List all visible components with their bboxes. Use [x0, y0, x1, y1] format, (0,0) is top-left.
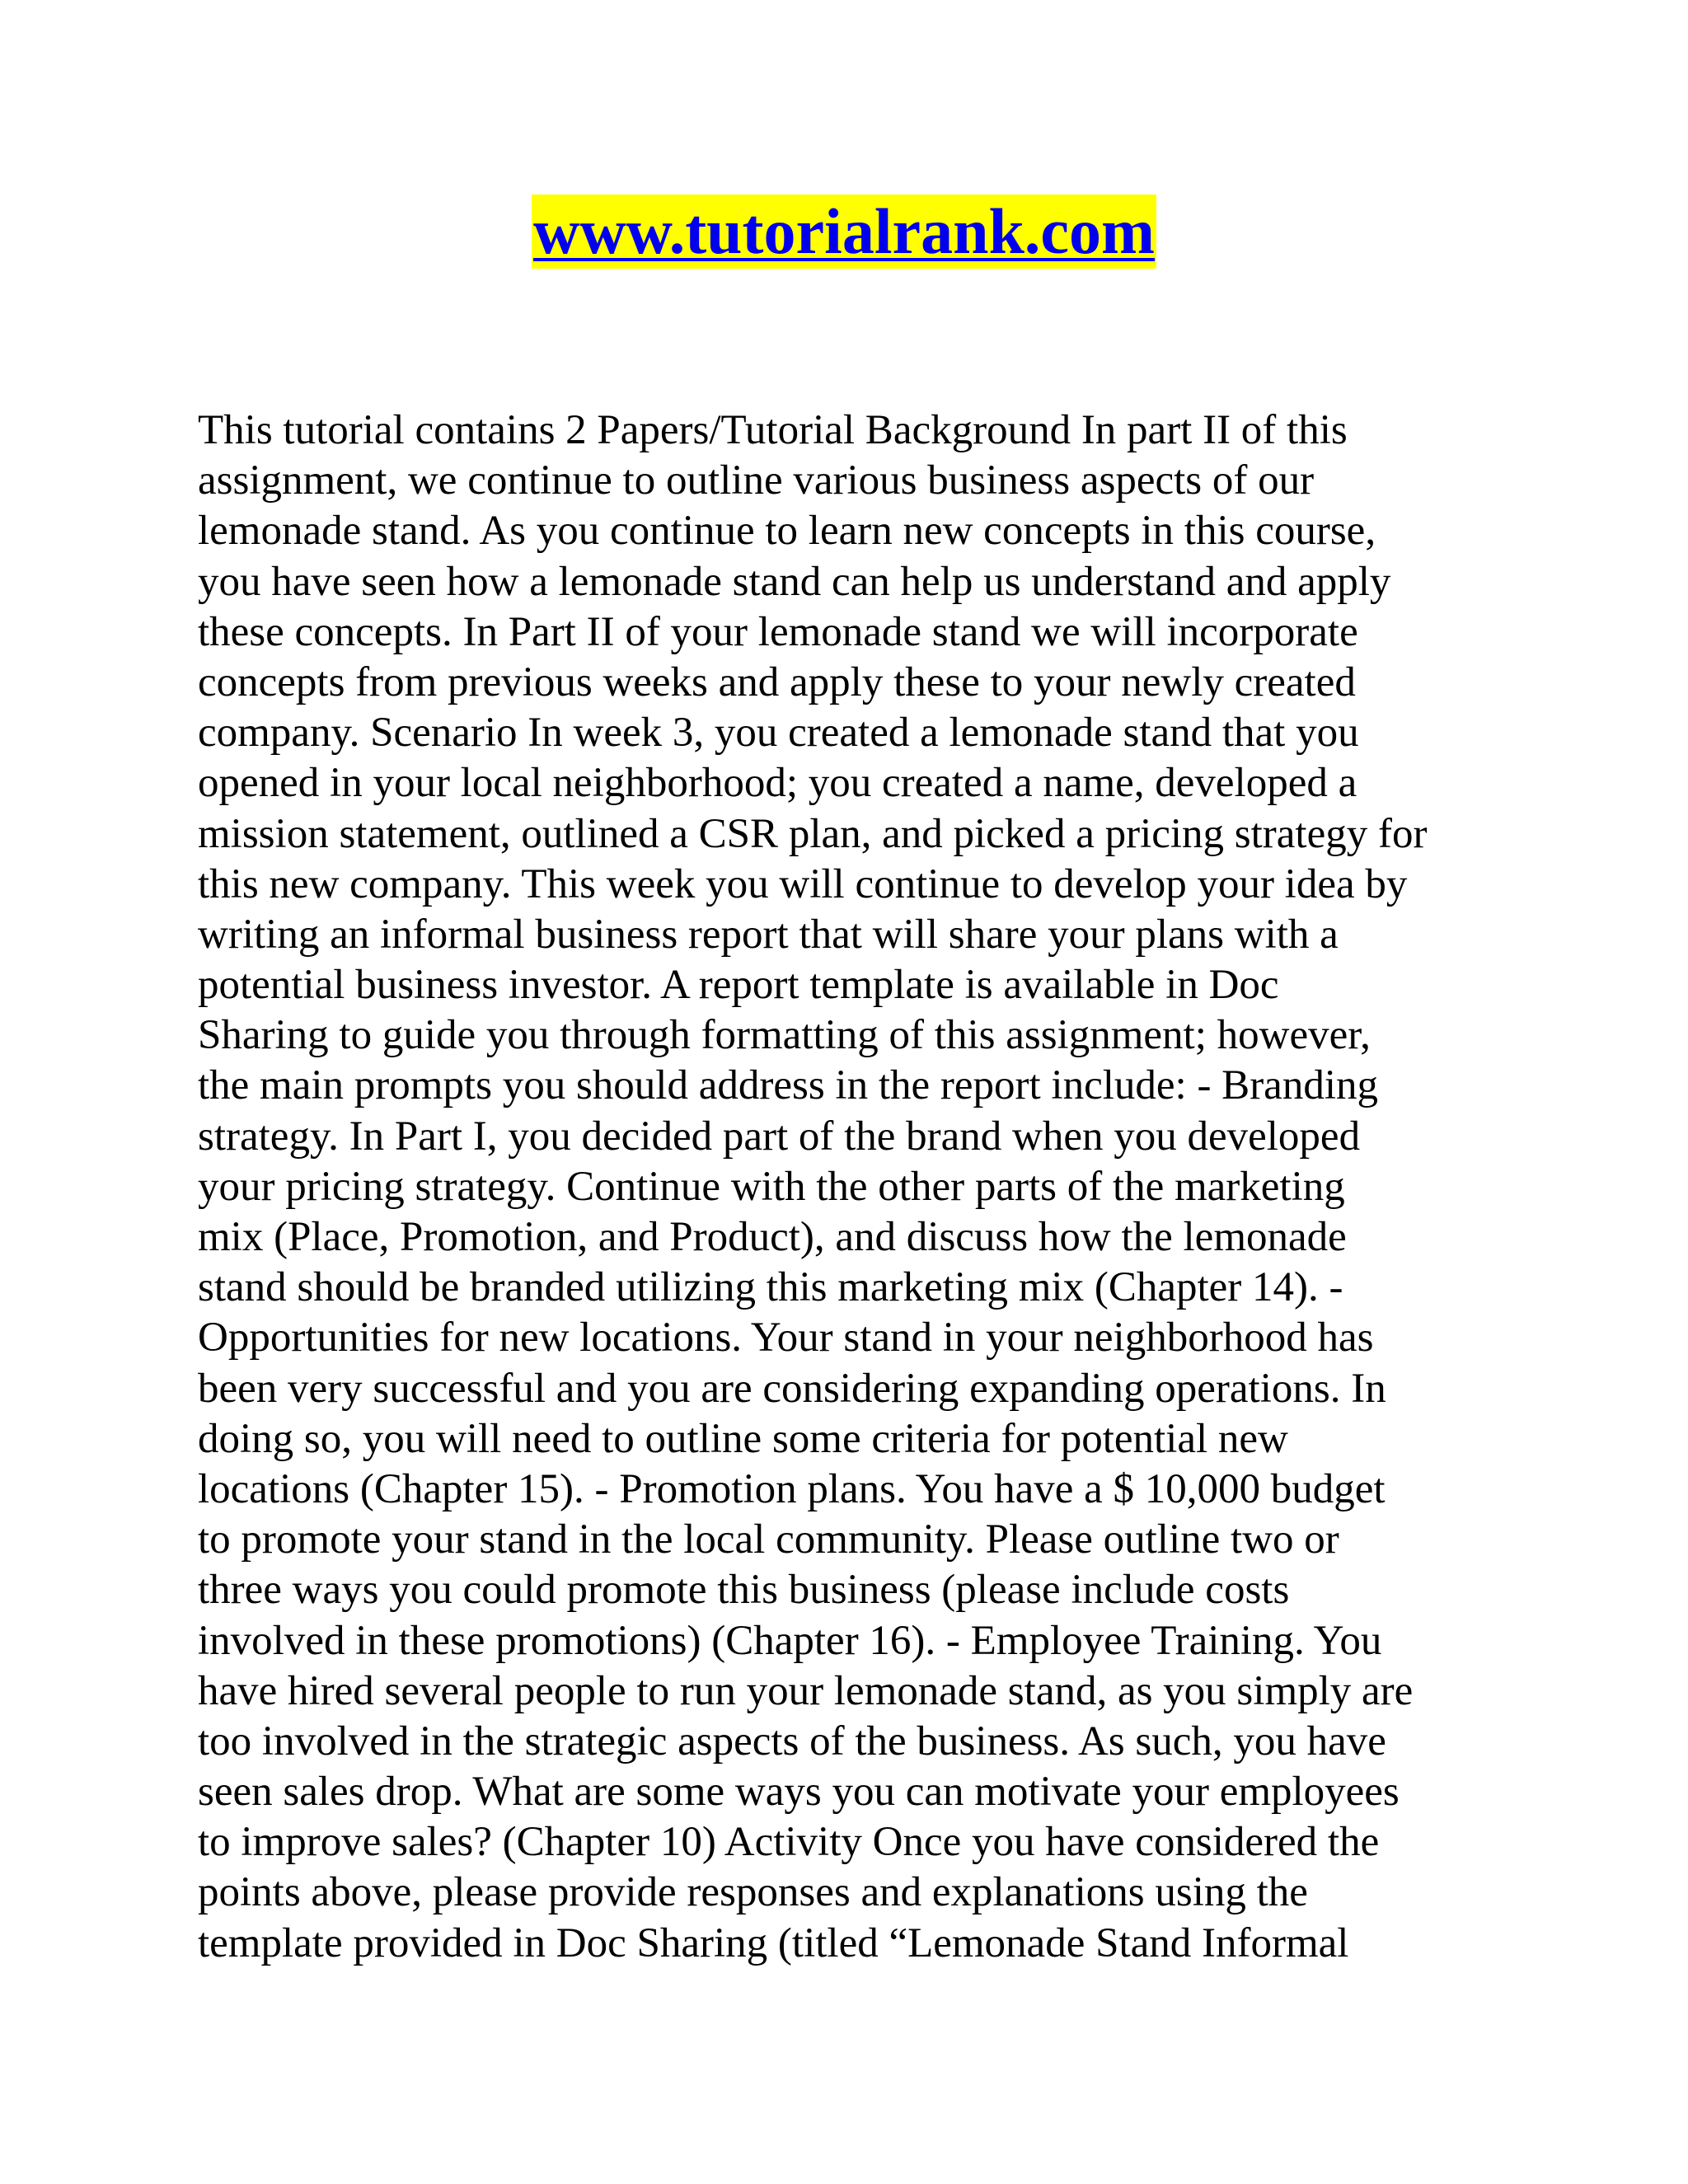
text-line: mix (Place, Promotion, and Product), and discuss how the lemonade	[198, 1214, 1347, 1260]
text-line: points above, please provide responses and explanations using the	[198, 1869, 1308, 1916]
text-line: the main prompts you should address in the report include: - Branding	[198, 1062, 1378, 1109]
text-line: to improve sales? (Chapter 10) Activity Once you have considered the	[198, 1819, 1380, 1866]
text-line: been very successful and you are considering expanding operations. In	[198, 1365, 1386, 1412]
text-line: company. Scenario In week 3, you created a lemonade stand that you	[198, 710, 1359, 757]
website-link[interactable]: www.tutorialrank.com	[533, 195, 1155, 267]
text-line: This tutorial contains 2 Papers/Tutorial Background In part II of this	[198, 407, 1348, 453]
text-line: writing an informal business report that will share your plans with a	[198, 911, 1339, 958]
text-line: you have seen how a lemonade stand can help us understand and apply	[198, 558, 1391, 605]
text-line: involved in these promotions) (Chapter 16). - Employee Training. You	[198, 1617, 1382, 1664]
text-line: concepts from previous weeks and apply these to your newly created	[198, 658, 1356, 705]
text-line: Opportunities for new locations. Your stand in your neighborhood has	[198, 1315, 1374, 1361]
header	[0, 194, 1688, 269]
text-line: template provided in Doc Sharing (titled “Lemonade Stand Informal	[198, 1919, 1349, 1966]
text-line: these concepts. In Part II of your lemonade stand we will incorporate	[198, 608, 1358, 655]
text-line: opened in your local neighborhood; you created a name, developed a	[198, 760, 1357, 807]
text-line: lemonade stand. As you continue to learn new concepts in this course,	[198, 508, 1376, 555]
text-line: strategy. In Part I, you decided part of the brand when you developed	[198, 1113, 1361, 1160]
text-line: to promote your stand in the local community. Please outline two or	[198, 1516, 1339, 1563]
text-line: have hired several people to run your lemonade stand, as you simply are	[198, 1667, 1414, 1714]
text-line: mission statement, outlined a CSR plan, and picked a pricing strategy for	[198, 810, 1428, 857]
text-line: stand should be branded utilizing this marketing mix (Chapter 14). -	[198, 1264, 1343, 1311]
text-line: seen sales drop. What are some ways you can motivate your employees	[198, 1769, 1400, 1816]
text-line: your pricing strategy. Continue with the other parts of the marketing	[198, 1163, 1345, 1210]
text-line: doing so, you will need to outline some criteria for potential new	[198, 1415, 1288, 1462]
text-line: Sharing to guide you through formatting of this assignment; however,	[198, 1012, 1371, 1059]
body-paragraph	[198, 405, 1500, 1969]
text-line: locations (Chapter 15). - Promotion plans. You have a $ 10,000 budget	[198, 1465, 1386, 1512]
text-line: potential business investor. A report template is available in Doc	[198, 962, 1279, 1009]
text-line: this new company. This week you will continue to develop your idea by	[198, 860, 1408, 907]
text-line: three ways you could promote this business (please include costs	[198, 1567, 1290, 1614]
text-line: assignment, we continue to outline various business aspects of our	[198, 457, 1315, 504]
text-line: too involved in the strategic aspects of the business. As such, you have	[198, 1718, 1386, 1765]
